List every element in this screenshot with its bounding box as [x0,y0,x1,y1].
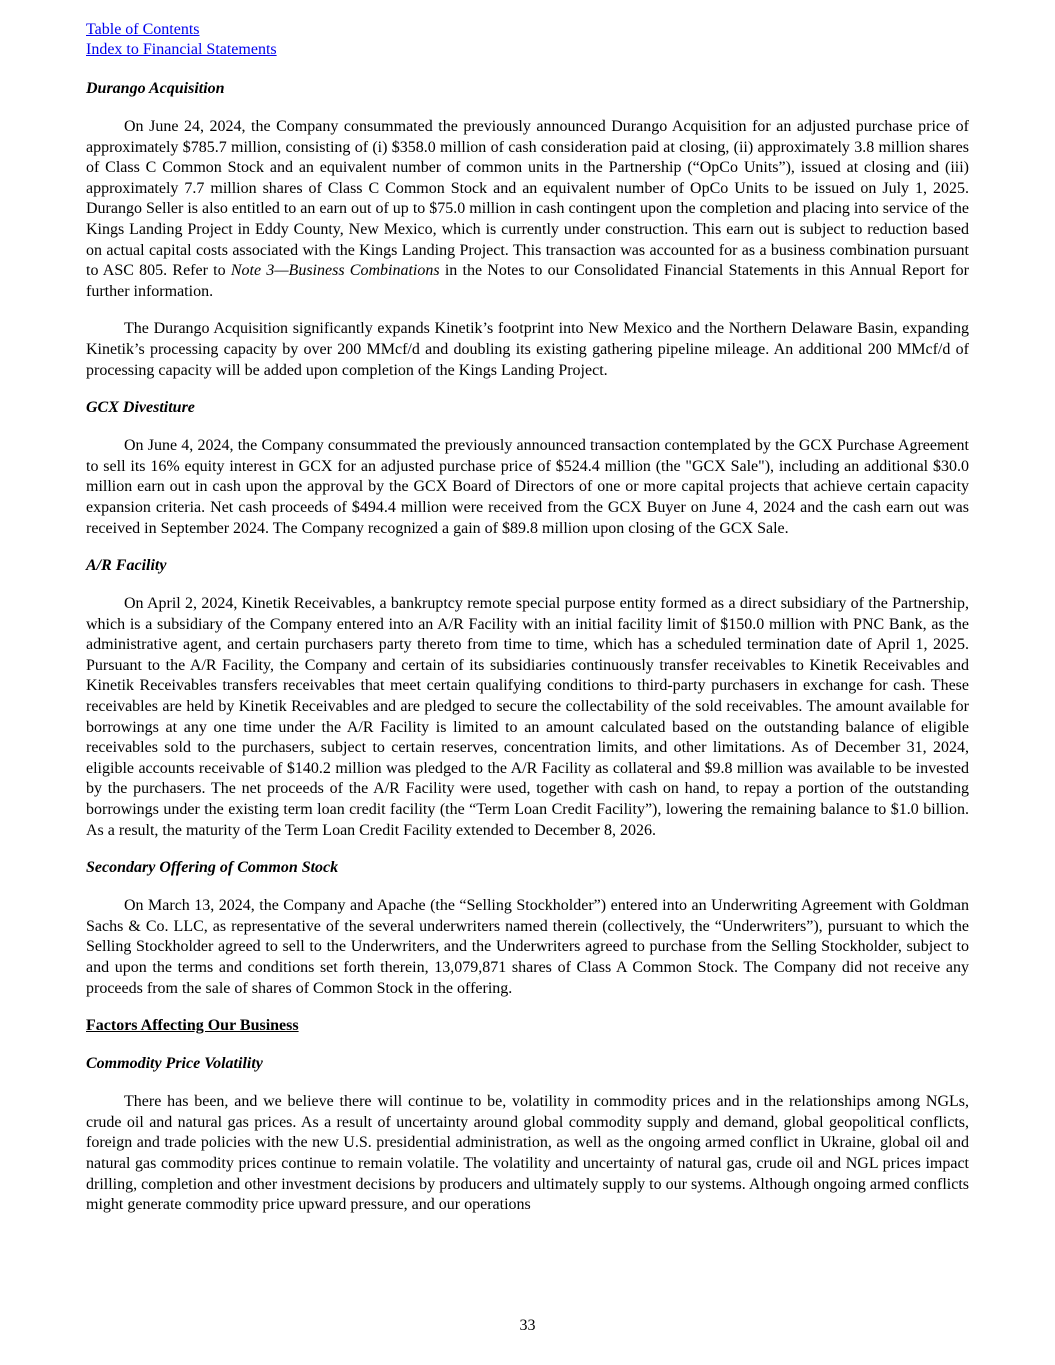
index-financial-statements-link[interactable]: Index to Financial Statements [86,41,277,58]
ar-heading: A/R Facility [86,557,167,575]
durango-paragraph-2: The Durango Acquisition significantly expands Kinetik’s footprint into New Mexico and the Northern Delaware Basin, expanding Kinetik’s processing capacity by over 200 MMcf/d and doubling its existing gathering pipeline mileage. An additional 200 MMcf/d of processing capacity will be added upon completion of the Kings Landing Project. [86,320,969,379]
durango-heading: Durango Acquisition [86,80,225,97]
table-of-contents-link[interactable]: Table of Contents [86,21,200,38]
offering-heading: Secondary Offering of Common Stock [86,859,339,877]
commodity-paragraph: There has been, and we believe there will continue to be, volatility in commodity prices and in the relationships among NGLs, crude oil and natural gas prices. As a result of uncertainty around global commodity supply and demand, global geopolitical conflicts, foreign and trade policies with the new U.S. presidential administration, as well as the ongoing armed conflict in Ukraine, global oil and natural gas commodity prices continue to remain volatile. The volatility and uncertainty of natural gas, crude oil and NGL prices impact drilling, completion and other investment decisions by producers and ultimately supply to our systems. Although ongoing armed conflicts might generate commodity price upward pressure, and our operations [86,1093,969,1214]
ar-paragraph: On April 2, 2024, Kinetik Receivables, a bankruptcy remote special purpose entity formed as a direct subsidiary of the Partnership, which is a subsidiary of the Company entered into an A/R Facility with an initial facility limit of $150.0 million with PNC Bank, as the administrative agent, and certain purchasers party thereto from time to time, which has a scheduled termination date of April 1, 2025. Pursuant to the A/R Facility, the Company and certain of its subsidiaries continuously transfer receivables to Kinetik Receivables and Kinetik Receivables transfers receivables that meet certain qualifying conditions to third-party purchasers in exchange for cash. These receivables are held by Kinetik Receivables and are pledged to secure the collectability of the sold receivables. The amount available for borrowings at any one time under the A/R Facility is limited to an amount calculated based on the outstanding balance of eligible receivables sold to the purchasers, subject to certain reserves, concentration limits, and other limitations. As of December 31, 2024, eligible accounts receivable of $140.2 million was pledged to the A/R Facility as collateral and $9.8 million was available to be invested by the purchasers. The net proceeds of the A/R Facility were used, together with cash on hand, to repay a portion of the outstanding borrowings under the existing term loan credit facility (the “Term Loan Credit Facility”), lowering the remaining balance to $1.0 billion. As a result, the maturity of the Term Loan Credit Facility extended to December 8, 2026. [86,595,969,839]
offering-paragraph: On March 13, 2024, the Company and Apache (the “Selling Stockholder”) entered into an Underwriting Agreement with Goldman Sachs & Co. LLC, as representative of the several underwriters named therein (collectively, the “Underwriters”), pursuant to which the Selling Stockholder agreed to sell to the Underwriters, and the Underwriters agreed to purchase from the Selling Stockholder, subject to and upon the terms and conditions set forth therein, 13,079,871 shares of Class A Common Stock. The Company did not receive any proceeds from the sale of shares of Common Stock in the offering. [86,897,969,997]
gcx-heading: GCX Divestiture [86,399,195,417]
document-page [86,20,969,1216]
text: On June 24, 2024, the Company consummated the previously announced Durango Acquisition for an adjusted purchase price of approximately $785.7 million, consisting of (i) $358.0 million of cash consideration paid at closing, (ii) approximately 3.8 million shares of Class C Common Stock and an equivalent number of common units in the Partnership (“OpCo Units”), issued at closing and (iii) approximately 7.7 million shares of Class C Common Stock and an equivalent number of OpCo Units to be issued on July 1, 2025. Durango Seller is also entitled to an earn out of up to $75.0 million in cash contingent upon the completion and placing into service of the Kings Landing Project in Eddy County, New Mexico, which is currently under construction. This earn out is subject to reduction based on actual capital costs associated with the Kings Landing Project. This transaction was accounted for as a business combination pursuant to ASC 805. Refer to [86,118,969,280]
commodity-heading: Commodity Price Volatility [86,1055,263,1073]
note-reference: Note 3—Business Combinations [230,262,440,280]
durango-paragraph-1 [86,117,969,302]
gcx-paragraph: On June 4, 2024, the Company consummated the previously announced transaction contemplated by the GCX Purchase Agreement to sell its 16% equity interest in GCX for an adjusted purchase price of $524.4 million (the "GCX Sale"), including an additional $30.0 million earn out in cash upon the approval by the GCX Board of Directors of one or more capital projects that achieve certain capacity expansion criteria. Net cash proceeds of $494.4 million were received from the GCX Buyer on June 4, 2024 and the cash earn out was received in September 2024. The Company recognized a gain of $89.8 million upon closing of the GCX Sale. [86,437,969,537]
text: in the Notes to our Consolidated Financial Statements in this Annual Report for further information. [86,262,969,300]
factors-heading: Factors Affecting Our Business [86,1017,299,1035]
page-number: 33 [519,1317,536,1334]
